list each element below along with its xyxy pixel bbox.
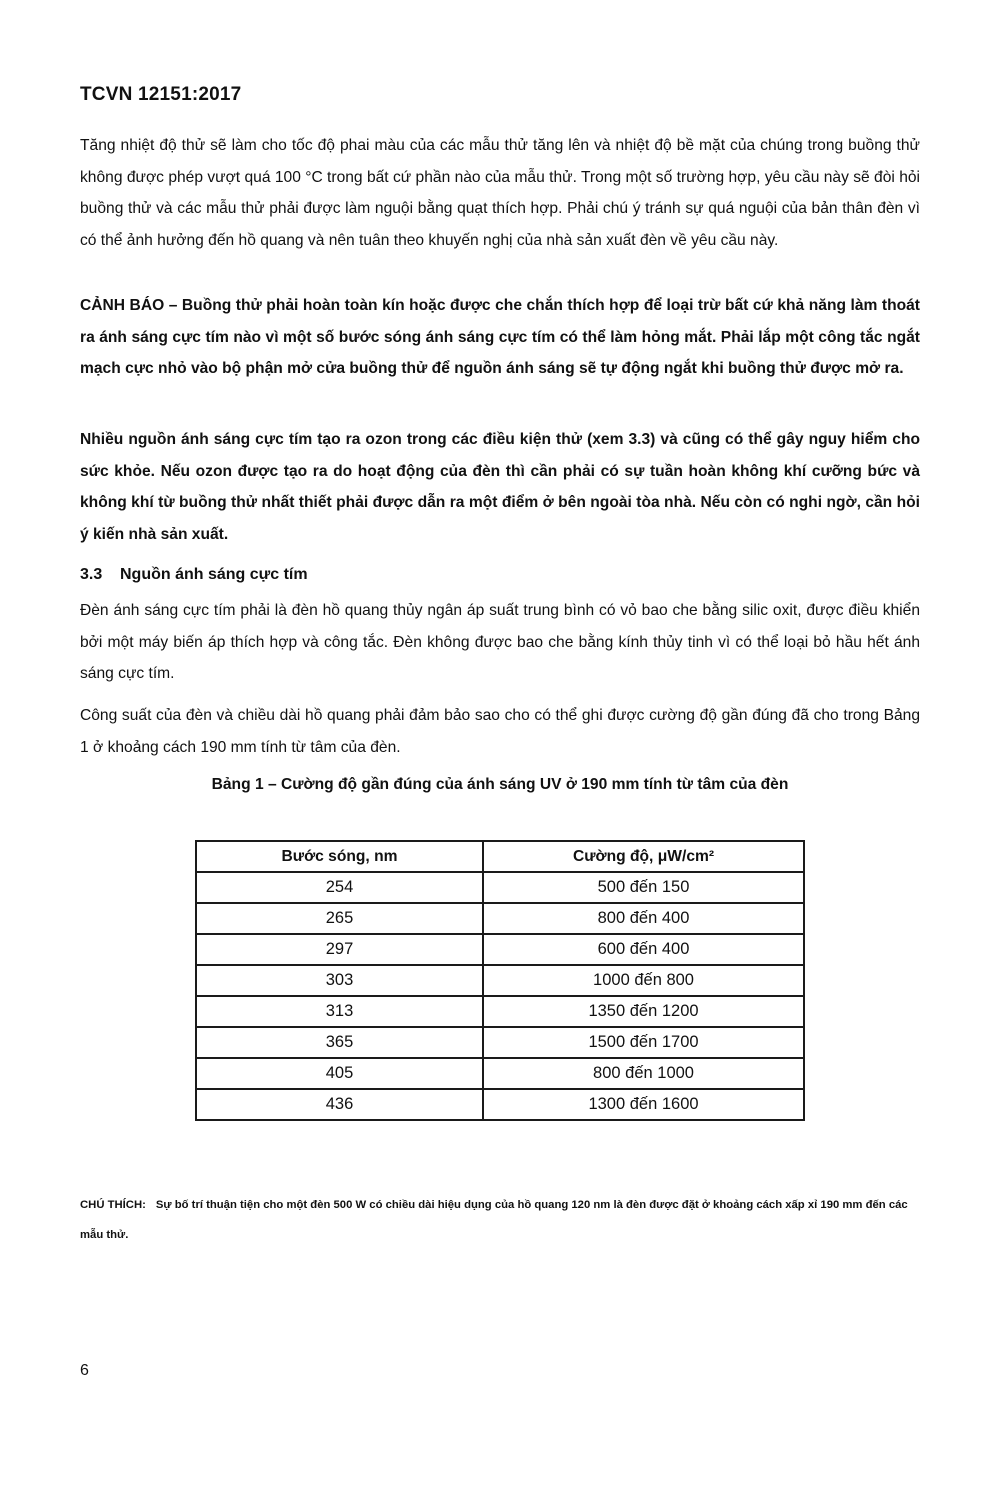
wavelength-cell: 297 [196, 934, 483, 965]
section-heading [80, 561, 308, 589]
wavelength-cell: 313 [196, 996, 483, 1027]
intensity-cell: 500 đến 150 [483, 872, 804, 903]
table-row [196, 872, 804, 903]
table-caption: Bảng 1 – Cường độ gần đúng của ánh sáng UV ở 190 mm tính từ tâm của đèn [211, 776, 789, 793]
note-text: Sự bố trí thuận tiện cho một đèn 500 W có chiều dài hiệu dụng của hồ quang 120 nm là đèn được đặt ở khoảng cách xấp xỉ 190 mm đến các mẫu thử. [80, 1199, 908, 1241]
standard-code: TCVN 12151:2017 [80, 84, 242, 105]
wavelength-cell: 436 [196, 1089, 483, 1120]
ozone-warning-paragraph: Nhiều nguồn ánh sáng cực tím tạo ra ozon trong các điều kiện thử (xem 3.3) và cũng có thể gây nguy hiểm cho sức khỏe. Nếu ozon được tạo ra do hoạt động của đèn thì cần phải có sự tuần hoàn không khí cưỡng bức và không khí từ buồng thử nhất thiết phải được dẫn ra một điểm ở bên ngoài tòa nhà. Nếu còn có nghi ngờ, cần hỏi ý kiến nhà sản xuất. [80, 431, 920, 543]
page-number: 6 [80, 1362, 89, 1379]
table-row [196, 903, 804, 934]
section-title: Nguồn ánh sáng cực tím [120, 566, 308, 583]
column-header-wavelength: Bước sóng, nm [196, 841, 483, 872]
note-label: CHÚ THÍCH: [80, 1199, 146, 1211]
intensity-cell: 600 đến 400 [483, 934, 804, 965]
paragraph-lamp-power: Công suất của đèn và chiều dài hồ quang phải đảm bảo sao cho có thể ghi được cường độ gần đúng đã cho trong Bảng 1 ở khoảng cách 190 mm tính từ tâm của đèn. [80, 707, 920, 756]
table-row [196, 1089, 804, 1120]
table-row [196, 934, 804, 965]
intensity-cell: 1000 đến 800 [483, 965, 804, 996]
intensity-cell: 1500 đến 1700 [483, 1027, 804, 1058]
wavelength-cell: 303 [196, 965, 483, 996]
table-row [196, 996, 804, 1027]
wavelength-cell: 265 [196, 903, 483, 934]
table-header-row [196, 841, 804, 872]
table-note [80, 1190, 922, 1250]
paragraph-test-temperature: Tăng nhiệt độ thử sẽ làm cho tốc độ phai màu của các mẫu thử tăng lên và nhiệt độ bề mặt của chúng trong buồng thử không được phép vượt quá 100 °C trong bất cứ phần nào của mẫu thử. Trong một số trường hợp, yêu cầu này sẽ đòi hỏi buồng thử và các mẫu thử phải được làm nguội bằng quạt thích hợp. Phải chú ý tránh sự quá nguội của bản thân đèn vì có thể ảnh hưởng đến hồ quang và nên tuân theo khuyến nghị của nhà sản xuất đèn về yêu cầu này. [80, 137, 920, 249]
warning-paragraph: CẢNH BÁO – Buồng thử phải hoàn toàn kín hoặc được che chắn thích hợp để loại trừ bất cứ khả năng làm thoát ra ánh sáng cực tím nào vì một số bước sóng ánh sáng cực tím có thể làm hỏng mắt. Phải lắp một công tắc ngắt mạch cực nhỏ vào bộ phận mở cửa buồng thử để nguồn ánh sáng sẽ tự động ngắt khi buồng thử được mở ra. [80, 297, 920, 377]
wavelength-cell: 405 [196, 1058, 483, 1089]
paragraph-uv-lamp: Đèn ánh sáng cực tím phải là đèn hồ quang thủy ngân áp suất trung bình có vỏ bao che bằng silic oxit, được điều khiển bởi một máy biến áp thích hợp và công tắc. Đèn không được bao che bằng kính thủy tinh vì có thể loại bỏ hầu hết ánh sáng cực tím. [80, 602, 920, 682]
table-row [196, 1027, 804, 1058]
wavelength-cell: 365 [196, 1027, 483, 1058]
table-row [196, 965, 804, 996]
intensity-cell: 1300 đến 1600 [483, 1089, 804, 1120]
column-header-intensity: Cường độ, μW/cm² [483, 841, 804, 872]
uv-intensity-table [195, 840, 805, 1121]
table-row [196, 1058, 804, 1089]
intensity-cell: 800 đến 400 [483, 903, 804, 934]
section-number: 3.3 [80, 566, 103, 583]
wavelength-cell: 254 [196, 872, 483, 903]
intensity-cell: 800 đến 1000 [483, 1058, 804, 1089]
intensity-cell: 1350 đến 1200 [483, 996, 804, 1027]
